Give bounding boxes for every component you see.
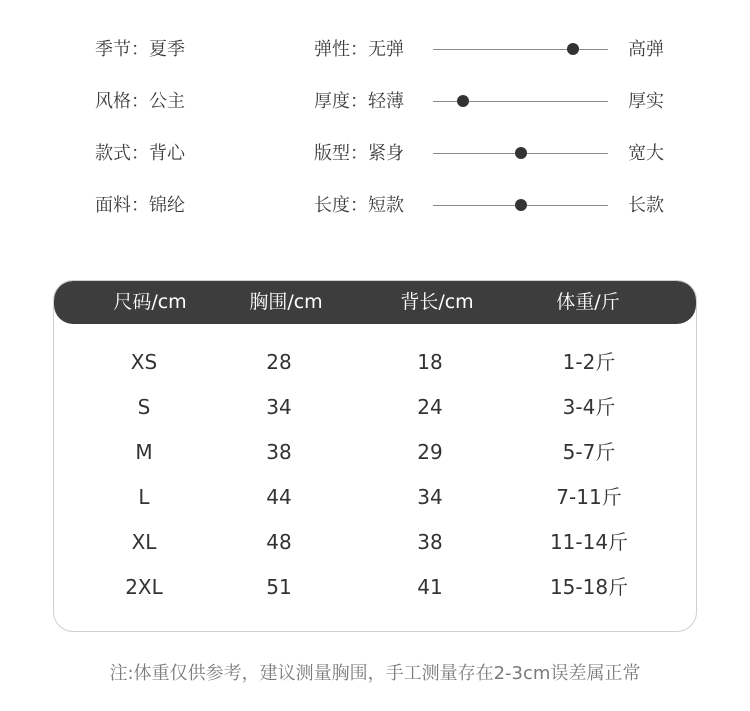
attr-fabric: 面料：锦纶 bbox=[95, 195, 185, 216]
cell-back-length: 18 bbox=[417, 350, 443, 374]
slider-fit-right-label: 宽大 bbox=[628, 143, 664, 164]
slider-thickness-right-label: 厚实 bbox=[628, 91, 664, 112]
cell-chest: 38 bbox=[266, 440, 292, 464]
slider-fit-label: 版型：紧身 bbox=[314, 143, 404, 164]
cell-size: M bbox=[135, 440, 153, 464]
cell-chest: 34 bbox=[266, 395, 292, 419]
cell-size: 2XL bbox=[125, 575, 163, 599]
slider-elasticity-track bbox=[433, 49, 608, 50]
cell-back-length: 24 bbox=[417, 395, 443, 419]
size-table bbox=[53, 280, 697, 632]
slider-length-right-label: 长款 bbox=[628, 195, 664, 216]
measurement-note: 注:体重仅供参考，建议测量胸围，手工测量存在2-3cm误差属正常 bbox=[109, 663, 641, 684]
cell-weight: 11-14斤 bbox=[549, 530, 629, 554]
cell-chest: 51 bbox=[266, 575, 292, 599]
slider-thickness-knob bbox=[457, 95, 469, 107]
cell-chest: 48 bbox=[266, 530, 292, 554]
slider-length-label: 长度：短款 bbox=[314, 195, 404, 216]
header-chest: 胸围/cm bbox=[249, 291, 323, 313]
attr-type: 款式：背心 bbox=[95, 143, 185, 164]
cell-size: L bbox=[138, 485, 150, 509]
cell-weight: 5-7斤 bbox=[562, 440, 616, 464]
cell-size: S bbox=[137, 395, 151, 419]
cell-weight: 15-18斤 bbox=[549, 575, 629, 599]
attr-season: 季节：夏季 bbox=[95, 39, 185, 60]
cell-chest: 28 bbox=[266, 350, 292, 374]
header-weight: 体重/斤 bbox=[556, 291, 620, 313]
slider-length-knob bbox=[515, 199, 527, 211]
cell-size: XL bbox=[131, 530, 157, 554]
cell-size: XS bbox=[130, 350, 158, 374]
cell-chest: 44 bbox=[266, 485, 292, 509]
cell-back-length: 29 bbox=[417, 440, 443, 464]
cell-weight: 7-11斤 bbox=[556, 485, 622, 509]
cell-back-length: 41 bbox=[417, 575, 443, 599]
header-back-length: 背长/cm bbox=[400, 291, 474, 313]
attr-style: 风格：公主 bbox=[95, 91, 185, 112]
header-size: 尺码/cm bbox=[113, 291, 187, 313]
cell-back-length: 34 bbox=[417, 485, 443, 509]
size-table-header bbox=[54, 281, 696, 324]
cell-weight: 1-2斤 bbox=[562, 350, 616, 374]
slider-thickness-label: 厚度：轻薄 bbox=[314, 91, 404, 112]
slider-fit-knob bbox=[515, 147, 527, 159]
slider-elasticity-label: 弹性：无弹 bbox=[314, 39, 404, 60]
cell-weight: 3-4斤 bbox=[562, 395, 616, 419]
slider-elasticity-right-label: 高弹 bbox=[628, 39, 664, 60]
cell-back-length: 38 bbox=[417, 530, 443, 554]
slider-elasticity-knob bbox=[567, 43, 579, 55]
